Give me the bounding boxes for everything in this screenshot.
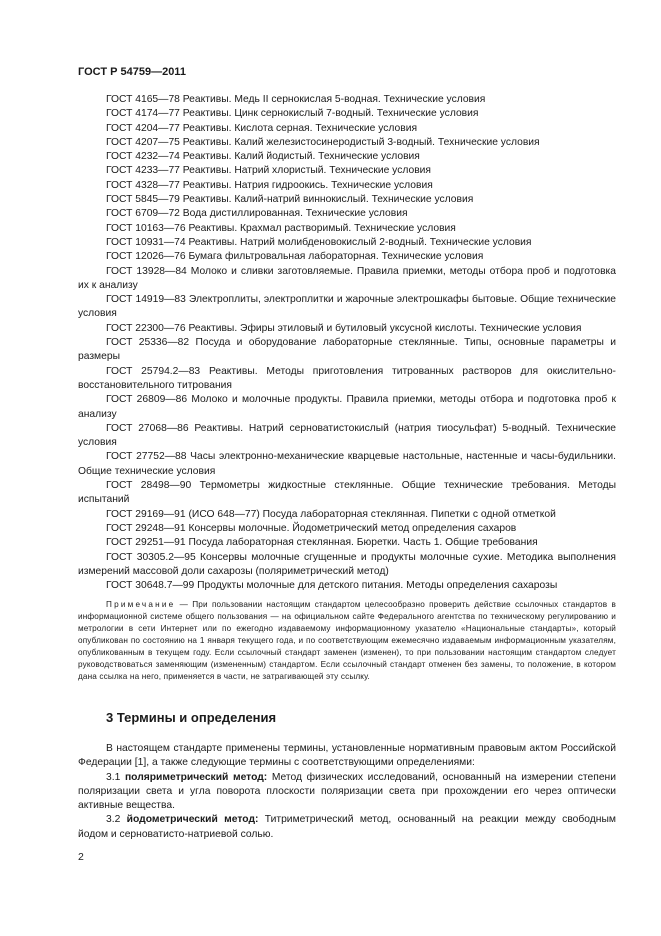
section-title: 3 Термины и определения [106, 710, 277, 725]
reference-item: ГОСТ 30305.2—95 Консервы молочные сгущенные и продукты молочные сухие. Методика выполнения измерений массовой доли сахарозы (поляриметрический метод) [78, 551, 616, 577]
note-label: Примечание [106, 600, 176, 610]
reference-item: ГОСТ 12026—76 Бумага фильтровальная лабораторная. Технические условия [106, 251, 484, 263]
term-definition: Метод физических исследований, основанный на измерении степени поляризации света и угла поворота плоскости поляризации света при прохождении его через оптически активные вещества. [78, 771, 616, 812]
term-name: йодометрический метод: [126, 814, 259, 826]
reference-item: ГОСТ 25336—82 Посуда и оборудование лабораторные стеклянные. Типы, основные параметры и размеры [78, 337, 616, 363]
reference-item: ГОСТ 10931—74 Реактивы. Натрий молибденовокислый 2-водный. Технические условия [106, 236, 532, 248]
reference-item: ГОСТ 13928—84 Молоко и сливки заготовляемые. Правила приемки, методы отбора проб и подготовка их к анализу [78, 265, 616, 291]
note-text: — При пользовании настоящим стандартом целесообразно проверить действие ссылочных стандартов в информационной системе общего пользования — на официальном сайте Федерального агентства по техническому регулированию и метрологии в сети Интернет или по ежегодно издаваемому информационному указателю «Национальные стандарты», который опубликован по состоянию на 1 января текущего года, и по соответствующим ежемесячно издаваемым информационным указателям, опубликованным в текущем году. Если ссылочный стандарт заменен (изменен), то при пользовании настоящим стандартом следует руководствоваться заменяющим (измененным) стандартом. Если ссылочный стандарт отменен без замены, то положение, в котором дана ссылка на него, применяется в части, не затрагивающей эту ссылку. [78, 600, 616, 682]
reference-item: ГОСТ 29251—91 Посуда лабораторная стеклянная. Бюретки. Часть 1. Общие требования [106, 537, 538, 549]
term-number: 3.1 [106, 771, 125, 783]
reference-item: ГОСТ 14919—83 Электроплиты, электроплитки и жарочные электрошкафы бытовые. Общие технические условия [78, 294, 616, 320]
reference-item: ГОСТ 10163—76 Реактивы. Крахмал растворимый. Технические условия [106, 222, 456, 234]
reference-item: ГОСТ 4233—77 Реактивы. Натрий хлористый. Технические условия [106, 165, 431, 177]
term-definition-1 [78, 771, 616, 814]
reference-item: ГОСТ 25794.2—83 Реактивы. Методы приготовления титрованных растворов для окислительно-восстановительного титрования [78, 365, 616, 391]
normative-references-list [78, 93, 616, 692]
intro-paragraph: В настоящем стандарте применены термины, установленные нормативным правовым актом Российской Федерации [1], а также следующие термины с соответствующими определениями: [78, 743, 616, 769]
reference-item: ГОСТ 28498—90 Термометры жидкостные стеклянные. Общие технические требования. Методы испытаний [78, 480, 616, 506]
document-header: ГОСТ Р 54759—2011 [78, 66, 186, 78]
reference-item: ГОСТ 27752—88 Часы электронно-механические кварцевые настольные, настенные и часы-будильники. Общие технические условия [78, 451, 616, 477]
term-definition: Титриметрический метод, основанный на реакции между свободным йодом и серноватисто-натриевой солью. [78, 814, 616, 840]
page-number: 2 [78, 851, 84, 863]
reference-item: ГОСТ 5845—79 Реактивы. Калий-натрий виннокислый. Технические условия [106, 194, 474, 206]
reference-item: ГОСТ 4232—74 Реактивы. Калий йодистый. Технические условия [106, 151, 420, 163]
reference-item: ГОСТ 4204—77 Реактивы. Кислота серная. Технические условия [106, 122, 418, 134]
reference-item: ГОСТ 4328—77 Реактивы. Натрия гидроокись. Технические условия [106, 179, 433, 191]
reference-item: ГОСТ 26809—86 Молоко и молочные продукты. Правила приемки, методы отбора и подготовка проб к анализу [78, 394, 616, 420]
reference-item: ГОСТ 29169—91 (ИСО 648—77) Посуда лабораторная стеклянная. Пипетки с одной отметкой [106, 508, 556, 520]
reference-item: ГОСТ 4165—78 Реактивы. Медь II сернокислая 5-водная. Технические условия [106, 94, 486, 105]
term-number: 3.2 [106, 814, 127, 826]
term-definition-2 [78, 813, 616, 842]
reference-item: ГОСТ 6709—72 Вода дистиллированная. Технические условия [106, 208, 408, 220]
reference-item: ГОСТ 4207—75 Реактивы. Калий железистосинеродистый 3-водный. Технические условия [106, 136, 540, 148]
reference-item: ГОСТ 27068—86 Реактивы. Натрий серноватистокислый (натрия тиосульфат) 5-водный. Технические условия [78, 422, 616, 449]
section-body [78, 742, 616, 842]
term-name: поляриметрический метод: [124, 771, 268, 783]
reference-item: ГОСТ 30648.7—99 Продукты молочные для детского питания. Методы определения сахарозы [106, 580, 558, 592]
reference-item: ГОСТ 29248—91 Консервы молочные. Йодометрический метод определения сахаров [106, 522, 517, 534]
reference-item: ГОСТ 4174—77 Реактивы. Цинк сернокислый 7-водный. Технические условия [106, 108, 479, 120]
note-paragraph [78, 599, 616, 683]
reference-item: ГОСТ 22300—76 Реактивы. Эфиры этиловый и бутиловый уксусной кислоты. Технические условия [106, 322, 582, 334]
